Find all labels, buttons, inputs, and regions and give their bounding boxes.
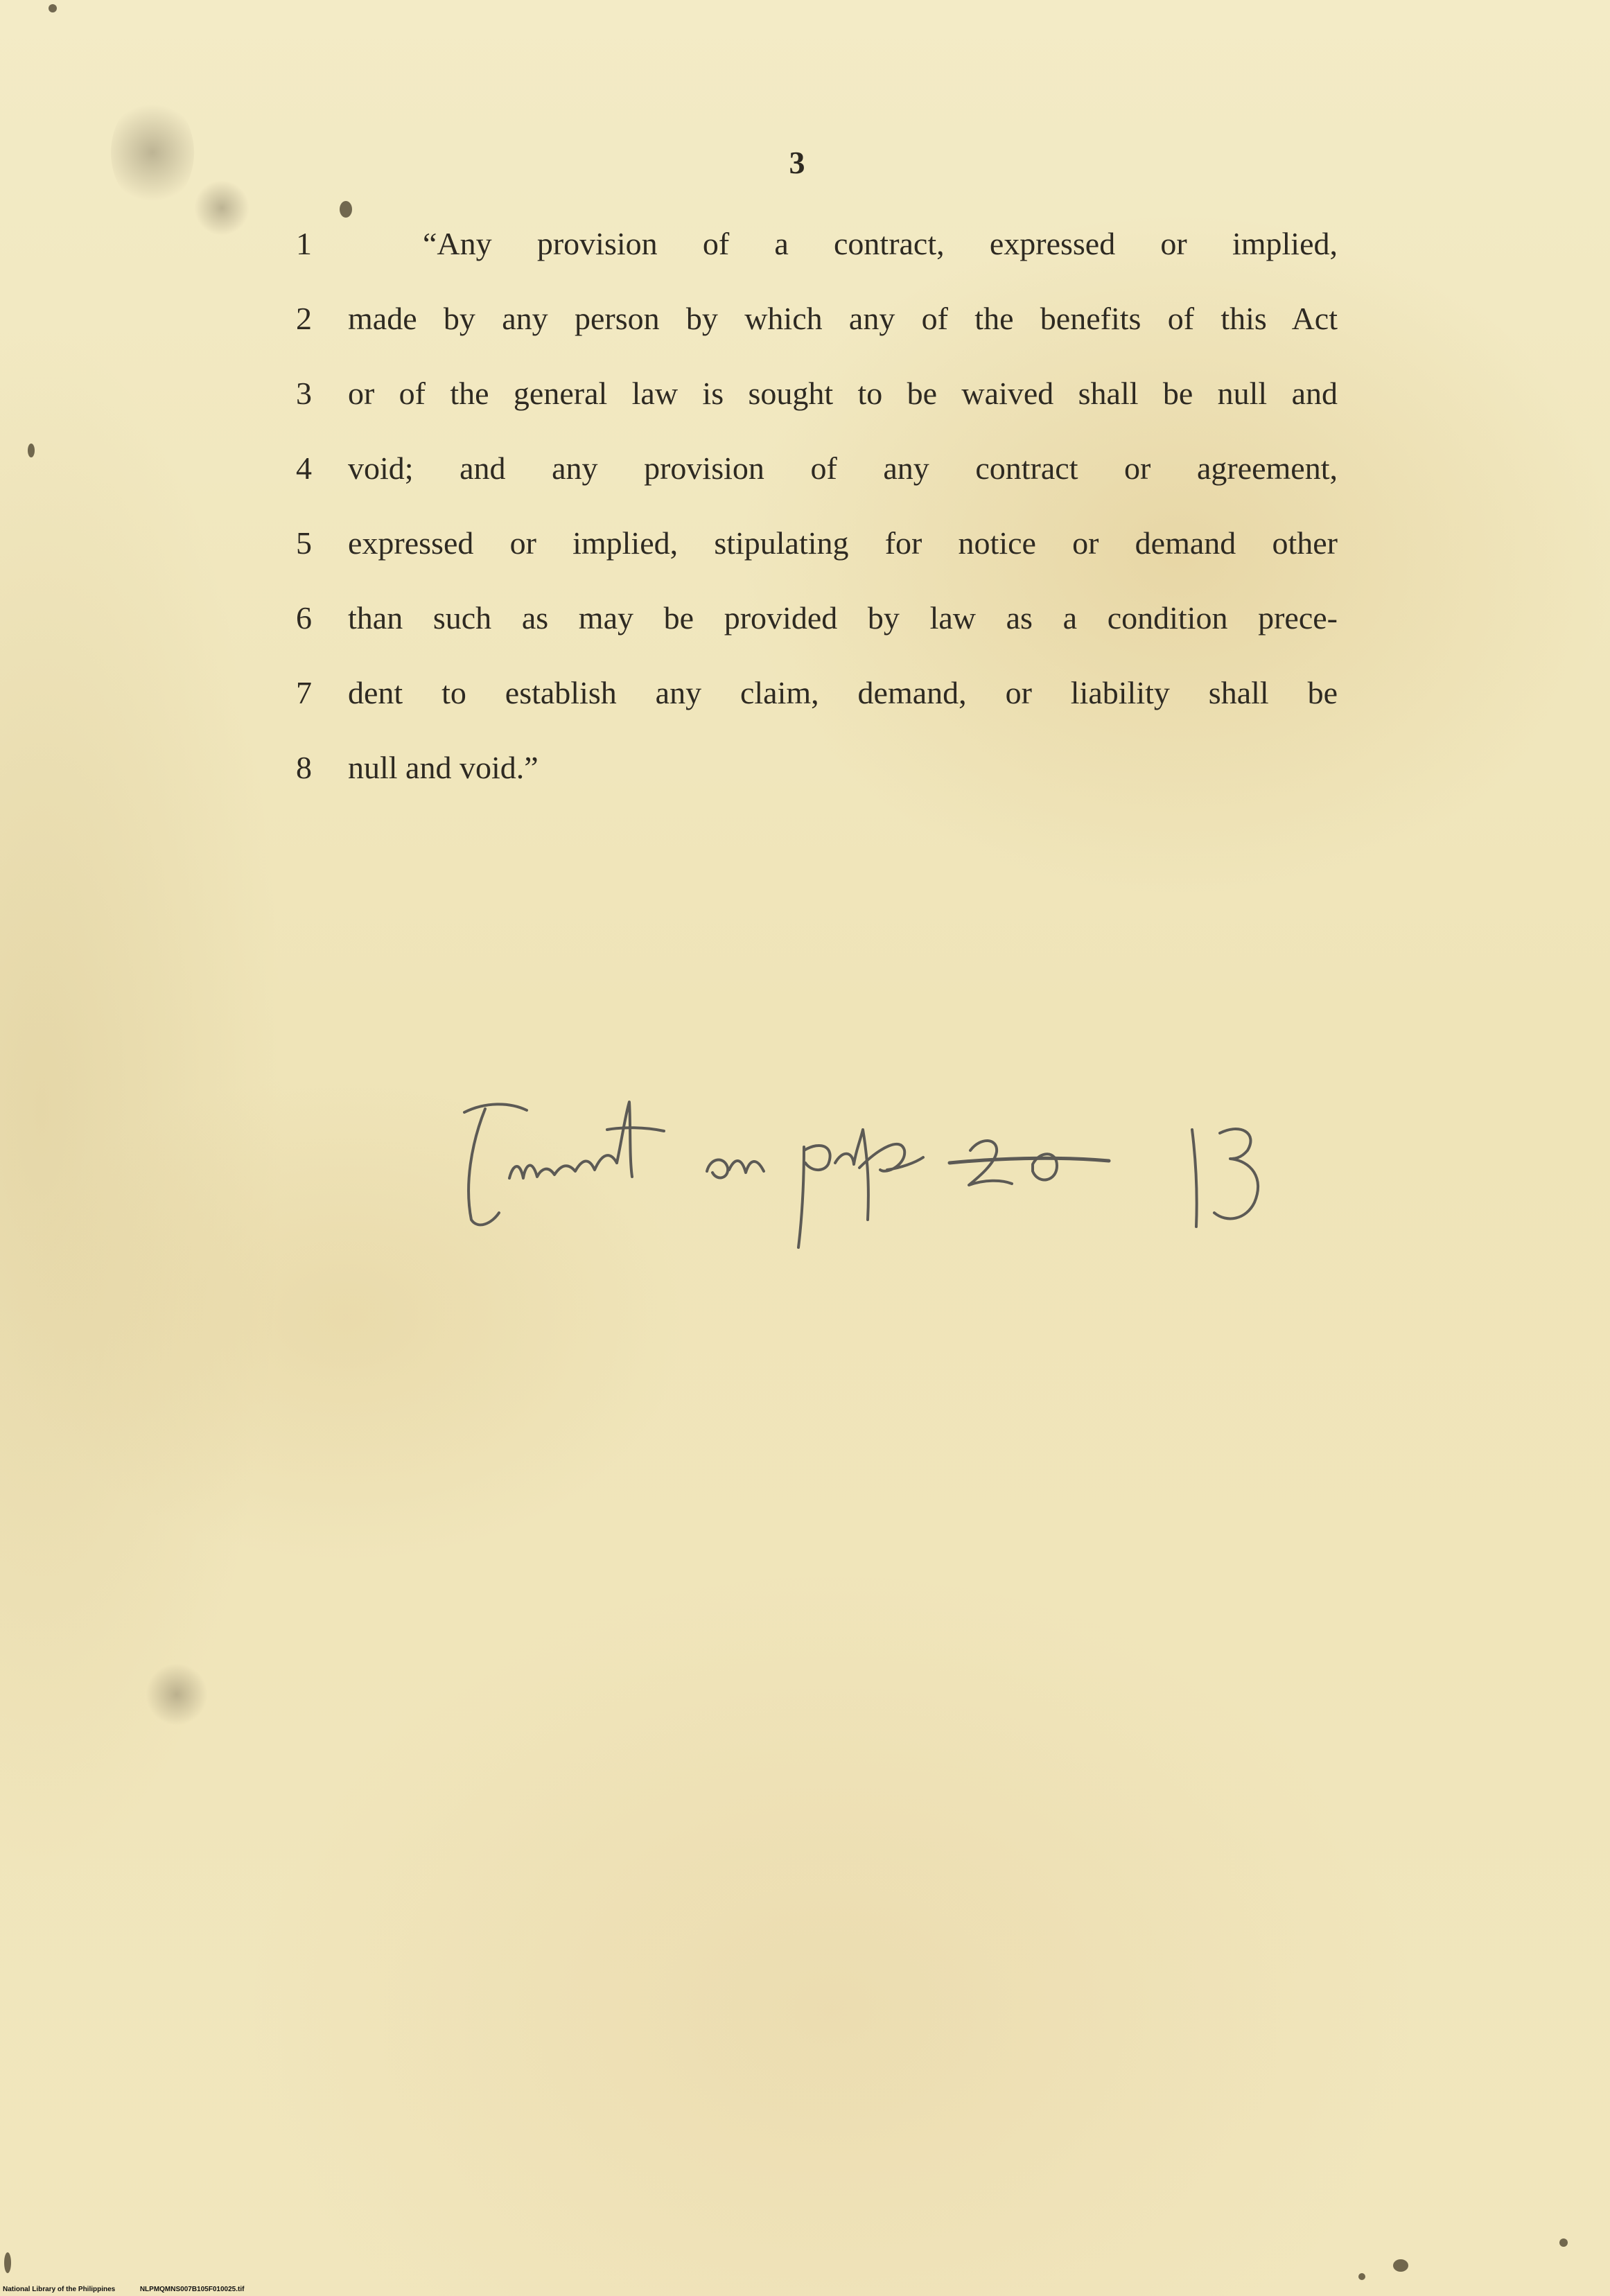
- ink-spot: [49, 4, 57, 12]
- line-text: null and void.”: [348, 750, 539, 785]
- text-line: [0, 448, 1610, 523]
- line-text: “Any provision of a contract, expressed or implied,: [423, 226, 1338, 261]
- ink-spot: [340, 201, 352, 218]
- ink-spot: [1559, 2238, 1568, 2247]
- line-text: than such as may be provided by law as a condition prece-: [348, 600, 1338, 636]
- text-line: [0, 373, 1610, 448]
- footer-label: [3, 2286, 244, 2293]
- text-line: [0, 223, 1610, 298]
- handwritten-annotation: [444, 1081, 1345, 1261]
- line-number: 6: [296, 600, 312, 636]
- ink-spot: [1358, 2273, 1365, 2280]
- line-text: expressed or implied, stipulating for notice or demand other: [348, 525, 1338, 561]
- line-number: 1: [296, 226, 312, 261]
- line-text: or of the general law is sought to be waived shall be null and: [348, 376, 1338, 411]
- library-name: National Library of the Philippines: [3, 2286, 116, 2293]
- line-number: 4: [296, 450, 312, 486]
- line-text: dent to establish any claim, demand, or liability shall be: [348, 675, 1338, 710]
- file-id: NLPMQMNS007B105F010025.tif: [139, 2286, 245, 2293]
- line-text: void; and any provision of any contract or agreement,: [348, 450, 1338, 486]
- text-line: [0, 597, 1610, 672]
- line-number: 3: [296, 376, 312, 411]
- smudge: [146, 1663, 208, 1726]
- line-number: 2: [296, 301, 312, 336]
- smudge: [111, 97, 194, 208]
- line-number: 5: [296, 525, 312, 561]
- ink-spot: [4, 2252, 11, 2273]
- text-line: [0, 298, 1610, 373]
- line-number: 7: [296, 675, 312, 710]
- text-line: [0, 523, 1610, 597]
- page-number: 3: [789, 145, 805, 180]
- text-line: [0, 672, 1610, 747]
- line-number: 8: [296, 750, 312, 785]
- text-line: [0, 747, 1610, 822]
- ink-spot: [1393, 2259, 1408, 2272]
- line-text: made by any person by which any of the benefits of this Act: [348, 301, 1338, 336]
